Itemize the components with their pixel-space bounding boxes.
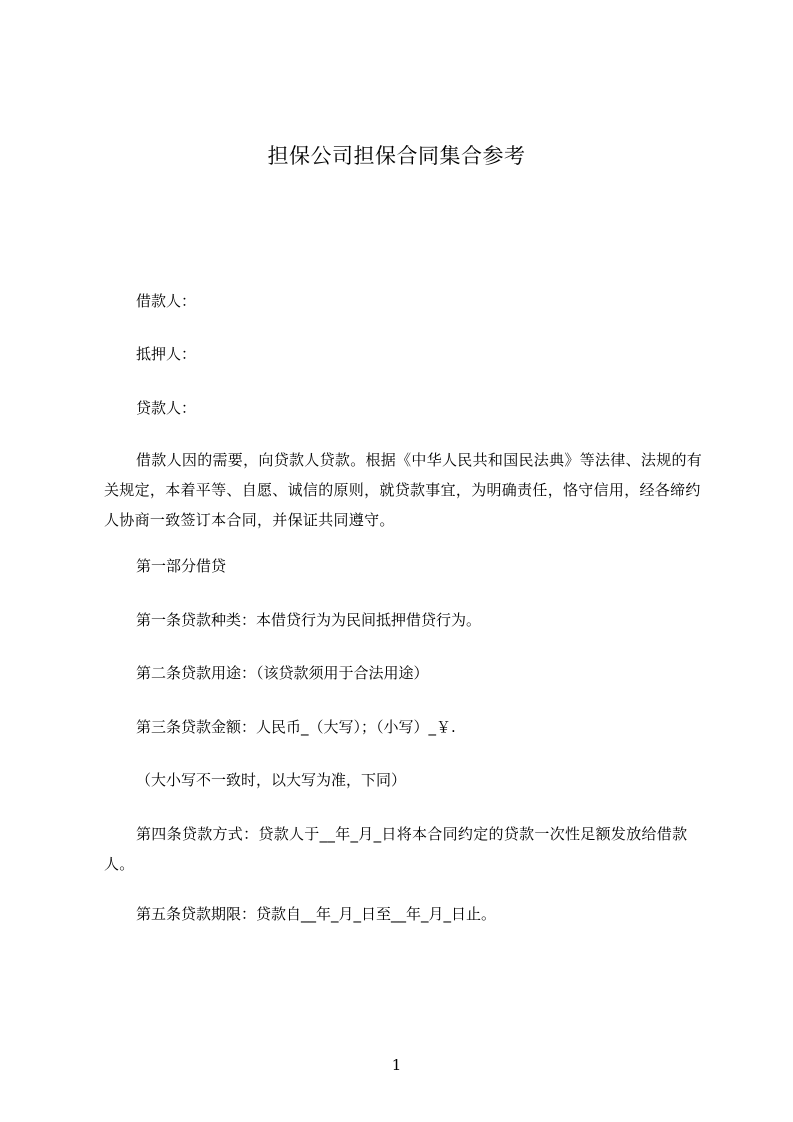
mortgagor-line: 抵押人： [136,345,197,363]
article-three: 第三条贷款金额：人民币_（大写）；（小写）_￥. [136,718,456,736]
article-two: 第二条贷款用途：（该贷款须用于合法用途） [136,664,429,682]
part-one-heading: 第一部分借贷 [136,557,227,575]
preamble-paragraph: 借款人因的需要，向贷款人贷款。根据《中华人民共和国民法典》等法律、法规的有关规定，本着平等、自愿、诚信的原则，就贷款事宜，为明确责任，恪守信用，经各缔约人协商一致签订本合同，并保证共同遵守。 [104,451,703,529]
document-title: 担保公司担保合同集合参考 [267,144,526,168]
page-number: 1 [391,1056,402,1074]
amount-note: （大小写不一致时，以大写为准，下同） [136,771,407,789]
article-four: 第四条贷款方式：贷款人于__年_月_日将本合同约定的贷款一次性足额发放给借款人。 [104,825,688,873]
borrower-line: 借款人： [136,292,197,310]
lender-line: 贷款人： [136,399,197,417]
article-five: 第五条贷款期限：贷款自__年_月_日至__年_月_日止。 [136,905,497,923]
article-one: 第一条贷款种类：本借贷行为为民间抵押借贷行为。 [136,611,482,629]
